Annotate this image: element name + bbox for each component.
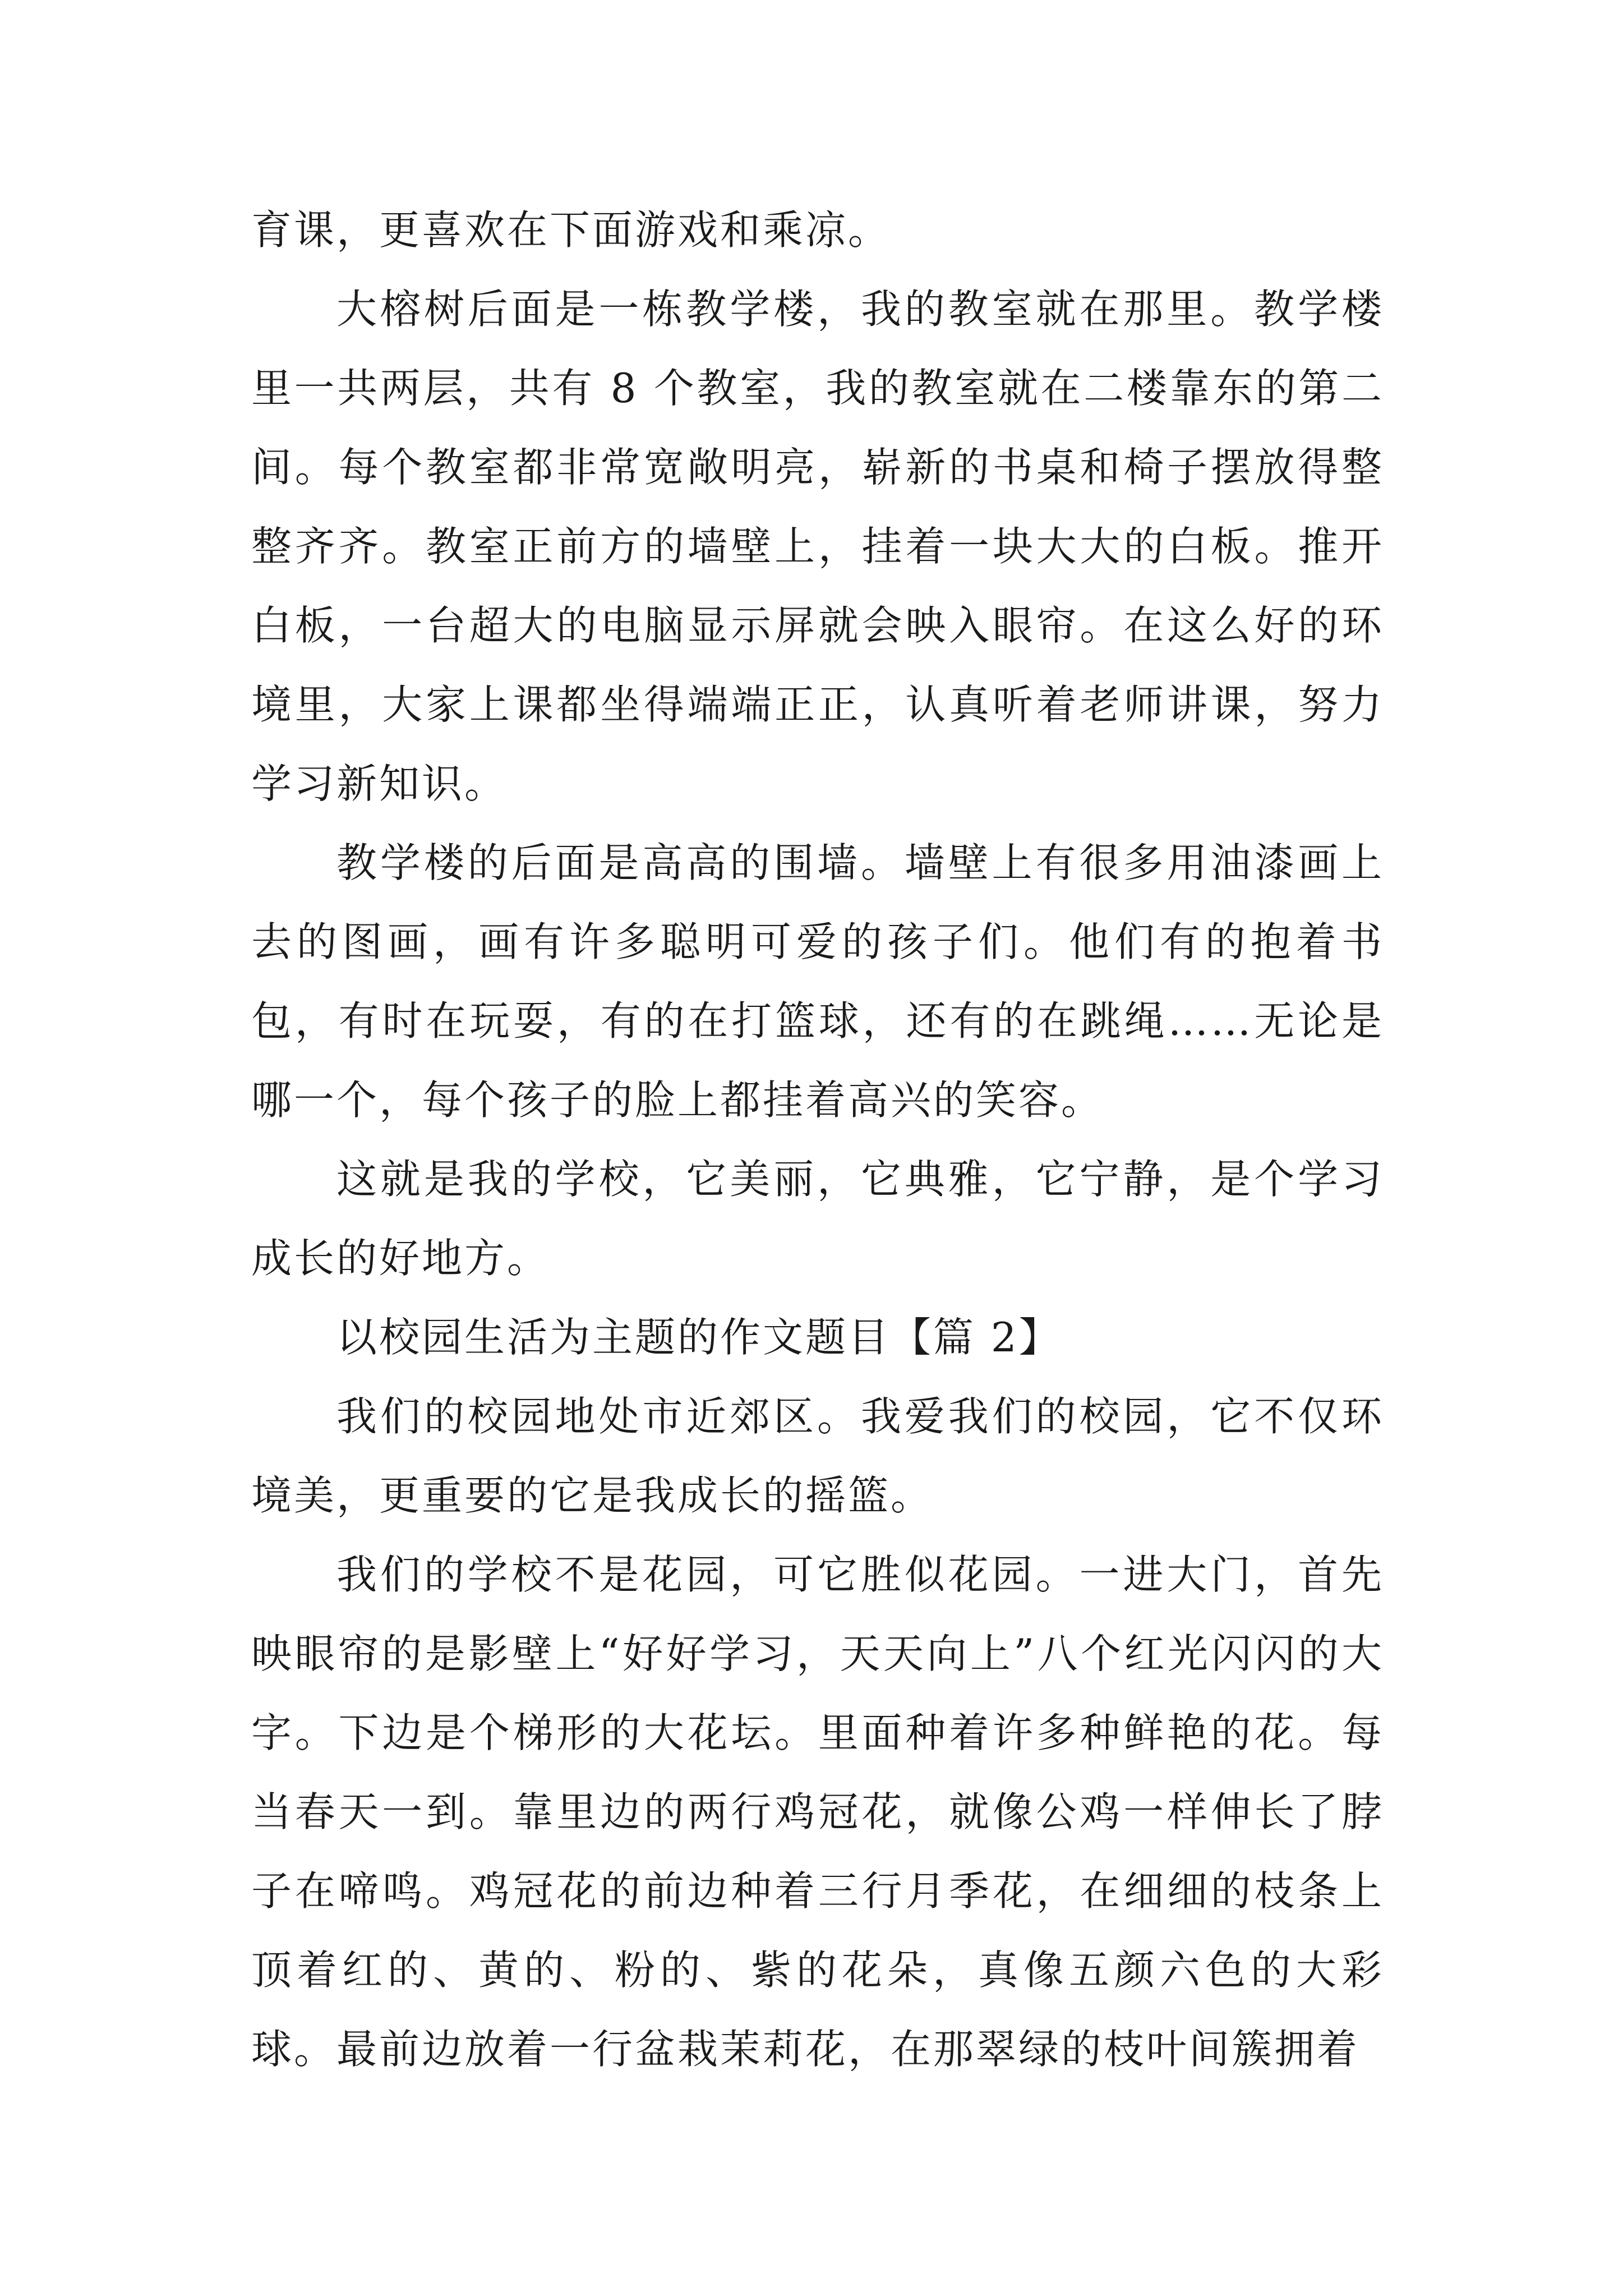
paragraph-conclusion: 这就是我的学校，它美丽，它典雅，它宁静，是个学习成长的好地方。 (251, 1156, 1384, 1282)
paragraph-wall-paintings: 教学楼的后面是高高的围墙。墙壁上有很多用油漆画上去的图画，画有许多聪明可爱的孩子们。他们有的抱着书包，有时在玩耍，有的在打篮球，还有的在跳绳……无论是哪一个，每个孩子的脸上都挂着高兴的笑容。 (251, 839, 1384, 1124)
paragraph-classroom-building: 大榕树后面是一栋教学楼，我的教室就在那里。教学楼里一共两层，共有 8 个教室，我的教室就在二楼靠东的第二间。每个教室都非常宽敞明亮，崭新的书桌和椅子摆放得整整齐齐。教室正前方的墙壁上，挂着一块大大的白板。推开白板，一台超大的电脑显示屏就会映入眼帘。在这么好的环境里，大家上课都坐得端端正正，认真听着老师讲课，努力学习新知识。 (251, 286, 1384, 807)
paragraph-continuation: 育课，更喜欢在下面游戏和乘凉。 (251, 206, 891, 254)
document-body (251, 191, 1384, 2089)
paragraph-garden: 我们的学校不是花园，可它胜似花园。一进大门，首先映眼帘的是影壁上“好好学习，天天向上”八个红光闪闪的大字。下边是个梯形的大花坛。里面种着许多种鲜艳的花。每当春天一到。靠里边的两行鸡冠花，就像公鸡一样伸长了脖子在啼鸣。鸡冠花的前边种着三行月季花，在细细的枝条上顶着红的、黄的、粉的、紫的花朵，真像五颜六色的大彩球。最前边放着一行盆栽茉莉花，在那翠绿的枝叶间簇拥着 (251, 1551, 1384, 2073)
paragraph-campus-intro: 我们的校园地处市近郊区。我爱我们的校园，它不仅环境美，更重要的它是我成长的摇篮。 (251, 1393, 1384, 1519)
section-heading: 以校园生活为主题的作文题目【篇 2】 (336, 1314, 1062, 1361)
